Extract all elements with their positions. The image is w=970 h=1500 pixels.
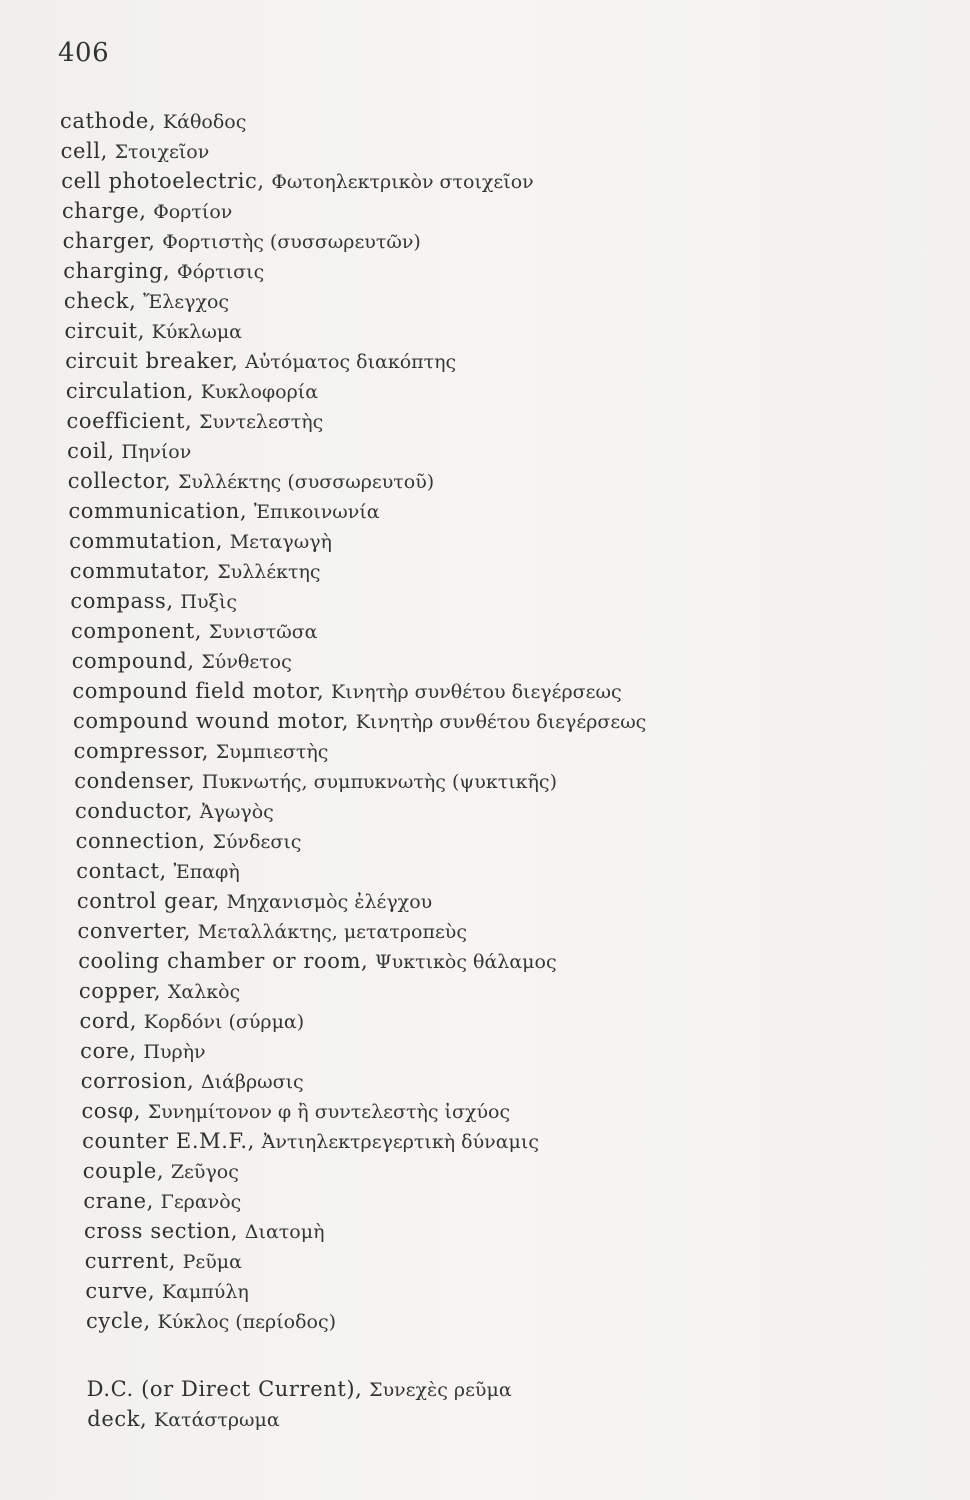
greek-translation: Στοιχεῖον xyxy=(114,141,210,163)
greek-translation: Συντελεστὴς xyxy=(199,411,324,433)
english-term: compass, xyxy=(70,589,174,613)
greek-translation: Πυρὴν xyxy=(143,1041,206,1063)
english-term: copper, xyxy=(78,979,162,1003)
greek-translation: Γερανὸς xyxy=(160,1191,242,1213)
greek-translation: Ἐπαφὴ xyxy=(173,861,240,883)
english-term: connection, xyxy=(75,829,206,853)
greek-translation: Συμπιεστὴς xyxy=(215,741,329,763)
glossary-entry xyxy=(79,978,240,1005)
english-term: compound, xyxy=(71,649,195,673)
glossary-entry xyxy=(67,438,191,465)
english-term: core, xyxy=(80,1039,137,1063)
glossary-entry xyxy=(75,798,274,825)
greek-translation: Συνεχὲς ρεῦμα xyxy=(369,1379,512,1401)
glossary-entry xyxy=(73,708,646,735)
glossary-entry xyxy=(81,1098,510,1125)
glossary-entry xyxy=(61,138,210,165)
greek-translation: Συνημίτονον φ ἢ συντελεστὴς ἰσχύος xyxy=(147,1101,511,1123)
english-term: compressor, xyxy=(73,739,210,763)
english-term: component, xyxy=(71,619,203,643)
english-term: cosφ, xyxy=(81,1099,141,1123)
english-term: conductor, xyxy=(74,799,194,823)
greek-translation: Κύκλος (περίοδος) xyxy=(157,1311,337,1333)
greek-translation: Ἐπικοινωνία xyxy=(253,501,380,523)
english-term: charge, xyxy=(61,199,147,223)
greek-translation: Φωτοηλεκτρικὸν στοιχεῖον xyxy=(271,171,534,193)
glossary-entry xyxy=(85,1248,242,1275)
glossary-entry xyxy=(84,1218,324,1245)
glossary-entry xyxy=(64,288,229,315)
greek-translation: Χαλκὸς xyxy=(167,981,241,1003)
greek-translation: Φορτιστὴς (συσσωρευτῶν) xyxy=(162,231,421,253)
glossary-entry xyxy=(74,738,329,765)
english-term: compound wound motor, xyxy=(73,709,350,733)
greek-translation: Διάβρωσις xyxy=(200,1071,304,1093)
glossary-entry xyxy=(70,558,321,585)
glossary-entry xyxy=(67,408,324,435)
glossary-entry xyxy=(83,1158,239,1185)
greek-translation: Κατάστρωμα xyxy=(154,1409,280,1431)
english-term: charger, xyxy=(62,229,156,253)
greek-translation: Πηνίον xyxy=(121,441,192,463)
greek-translation: Σύνδεσις xyxy=(212,831,302,853)
greek-translation: Κινητὴρ συνθέτου διεγέρσεως xyxy=(355,711,647,733)
greek-translation: Πυκνωτής, συμπυκνωτὴς (ψυκτικῆς) xyxy=(201,771,557,793)
glossary-entry xyxy=(78,918,467,945)
page-number: 406 xyxy=(58,38,110,68)
glossary-entry xyxy=(63,258,264,285)
english-term: circulation, xyxy=(65,379,195,403)
greek-translation: Ζεῦγος xyxy=(170,1161,239,1183)
glossary-entry xyxy=(80,1008,305,1035)
glossary-entry xyxy=(68,498,379,525)
english-term: cooling chamber or room, xyxy=(78,949,369,973)
greek-translation: Αὐτόματος διακόπτης xyxy=(245,351,457,373)
glossary-entry xyxy=(78,948,556,975)
glossary-entry xyxy=(76,858,239,885)
greek-translation: Ψυκτικὸς θάλαμος xyxy=(374,951,557,973)
english-term: circuit breaker, xyxy=(65,349,239,373)
english-term: condenser, xyxy=(74,769,196,793)
glossary-entry xyxy=(74,768,557,795)
glossary-entry xyxy=(77,888,432,915)
english-term: crane, xyxy=(83,1189,154,1213)
glossary-entry xyxy=(72,678,621,705)
english-term: cord, xyxy=(79,1009,138,1033)
english-term: circuit, xyxy=(64,319,145,343)
english-term: cathode, xyxy=(60,109,157,133)
english-term: cell, xyxy=(60,139,108,163)
english-term: communication, xyxy=(68,499,248,523)
glossary-entry xyxy=(60,108,246,135)
greek-translation: Σύνθετος xyxy=(201,651,292,673)
english-term: corrosion, xyxy=(80,1069,195,1093)
greek-translation: Κύκλωμα xyxy=(151,321,243,343)
greek-translation: Μεταλλάκτης, μετατροπεὺς xyxy=(197,921,468,943)
english-term: cell photoelectric, xyxy=(61,169,265,193)
greek-translation: Συλλέκτης xyxy=(217,561,321,583)
english-term: cross section, xyxy=(84,1219,239,1243)
glossary-entry xyxy=(87,1406,279,1433)
glossary-entry xyxy=(65,318,242,345)
greek-translation: Πυξὶς xyxy=(180,591,238,613)
english-term: deck, xyxy=(87,1407,148,1431)
glossary-entry xyxy=(65,348,456,375)
greek-translation: Φόρτισις xyxy=(177,261,265,283)
english-term: converter, xyxy=(77,919,192,943)
english-term: contact, xyxy=(76,859,167,883)
greek-translation: Ἀντιηλεκτρεγερτικὴ δύναμις xyxy=(261,1131,539,1153)
english-term: coefficient, xyxy=(66,409,193,433)
greek-translation: Μεταγωγὴ xyxy=(229,531,332,553)
glossary-entry xyxy=(72,648,292,675)
greek-translation: Διατομὴ xyxy=(244,1221,325,1243)
greek-translation: Φορτίον xyxy=(153,201,233,223)
greek-translation: Κάθοδος xyxy=(162,111,247,133)
glossary-entry xyxy=(71,618,317,645)
greek-translation: Κινητὴρ συνθέτου διεγέρσεως xyxy=(331,681,622,703)
glossary-entry xyxy=(81,1068,304,1095)
glossary-entry xyxy=(63,228,421,255)
greek-translation: Καμπύλη xyxy=(161,1281,249,1303)
glossary-entry xyxy=(82,1128,539,1155)
english-term: counter E.M.F., xyxy=(82,1129,255,1153)
english-term: compound field motor, xyxy=(72,679,325,703)
greek-translation: Συλλέκτης (συσσωρευτοῦ) xyxy=(178,471,435,493)
glossary-entry xyxy=(70,588,237,615)
glossary-entry xyxy=(68,468,434,495)
glossary-entry xyxy=(69,528,332,555)
english-term: curve, xyxy=(85,1279,156,1303)
glossary-entry xyxy=(85,1278,248,1305)
glossary-entry xyxy=(86,1308,336,1335)
glossary-entry xyxy=(76,828,302,855)
greek-translation: Κυκλοφορία xyxy=(200,381,319,403)
greek-translation: Ἀγωγὸς xyxy=(199,801,274,823)
greek-translation: Μηχανισμὸς ἐλέγχου xyxy=(226,891,433,913)
greek-translation: Κορδόνι (σύρμα) xyxy=(143,1011,305,1033)
greek-translation: Ἔλεγχος xyxy=(143,291,230,313)
english-term: check, xyxy=(63,289,137,313)
greek-translation: Ρεῦμα xyxy=(182,1251,242,1273)
glossary-entry xyxy=(66,378,318,405)
english-term: control gear, xyxy=(76,889,220,913)
english-term: commutator, xyxy=(69,559,211,583)
english-term: current, xyxy=(84,1249,176,1273)
glossary-entry xyxy=(61,168,533,195)
english-term: cycle, xyxy=(86,1309,151,1333)
english-term: charging, xyxy=(63,259,171,283)
greek-translation: Συνιστῶσα xyxy=(208,621,318,643)
glossary-entry xyxy=(80,1038,205,1065)
english-term: collector, xyxy=(67,469,172,493)
glossary-entry xyxy=(83,1188,241,1215)
glossary-entry xyxy=(87,1376,512,1403)
english-term: couple, xyxy=(82,1159,165,1183)
english-term: coil, xyxy=(67,439,115,463)
english-term: D.C. (or Direct Current), xyxy=(86,1377,363,1401)
glossary-entry xyxy=(62,198,232,225)
english-term: commutation, xyxy=(69,529,224,553)
